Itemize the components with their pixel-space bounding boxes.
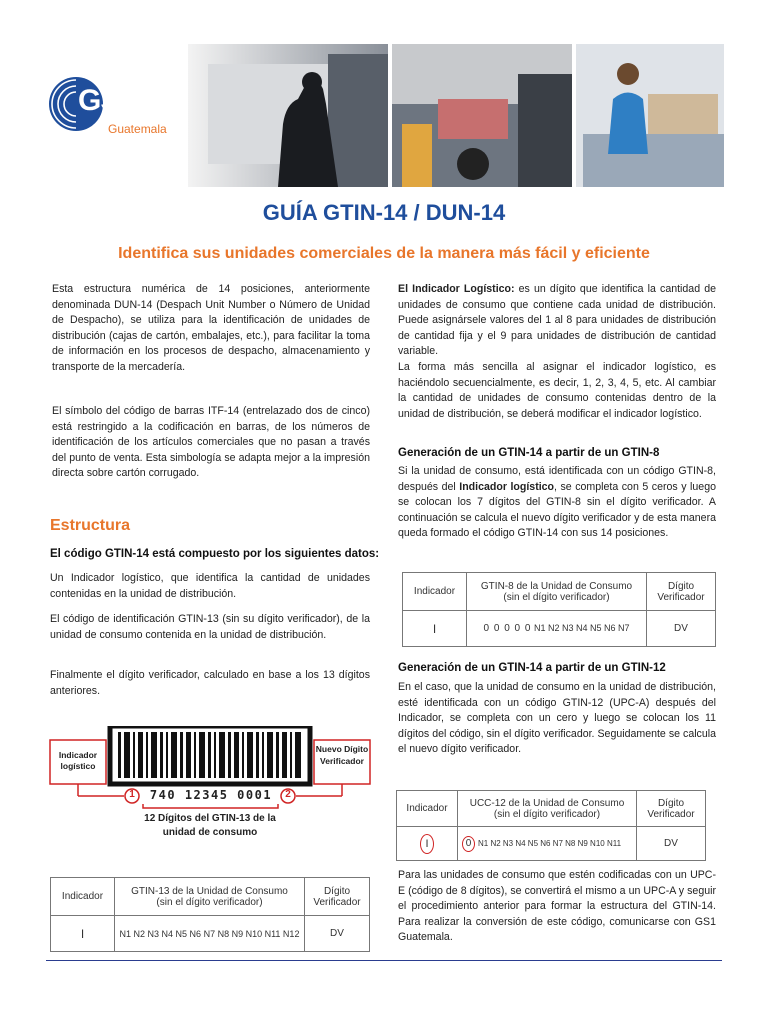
label-nuevo-digito: Nuevo Dígito Verificador [315,744,369,766]
barcode-diagram [48,726,372,850]
th8-gtin8: GTIN-8 de la Unidad de Consumo (sin el dígito verificador) [467,573,647,611]
left-col-intro [52,282,370,376]
indicator-bold: El Indicador Logístico: [398,283,515,295]
intro-paragraph: Esta estructura numérica de 14 posiciones, anteriormente denominada DUN-14 (Despach Unit Number o Número de Unidad de Despacho), se utiliza para la identificación de unidades de distribución (cajas de cartón, embalajes, etc.), para facilitar la toma de información en los procesos de despacho, almacenamiento y transporte de la mercadería. [52,283,370,373]
td12-dv: DV [637,827,706,861]
th8-digito: Dígito Verificador [647,573,716,611]
left-col-itf [52,404,370,482]
sequence-paragraph: La forma más sencilla al asignar el indicador logístico, es haciéndolo secuencialmente, es decir, 1, 2, 3, 4, 5, etc. Al cambiar la cantidad de unidades de consumo contenidas dentro de la unidad de distribución, se deberá modificar el indicador logístico. [398,361,716,420]
gtin12-paragraph: En el caso, que la unidad de consumo en la unidad de distribución, esté identificada con un código GTIN-12 (UPC-A) después del Indicador, se completa con un cero y luego se colocan los 11 dígitos del código, sin el dígito verificador. Seguidamente se calcula el nuevo dígito verificador. [398,681,716,756]
th12-indicador: Indicador [397,791,458,827]
td8-gtin8: 0 0 0 0 0 N1 N2 N3 N4 N5 N6 N7 [467,611,647,647]
header-photo-strip [188,44,724,187]
th-gtin13: GTIN-13 de la Unidad de Consumo (sin el dígito verificador) [115,878,305,916]
gtin8-table [402,572,716,647]
logo-text: GS1 [78,84,136,117]
barcode-caption: 12 Dígitos del GTIN-13 de la unidad de consumo [144,813,276,838]
barcode-digits: 740 12345 0001 [149,788,273,802]
right-col-gtin8: Si la unidad de consumo, está identificada con un código GTIN-8, después del Indicador logístico, se completa con 5 ceros y luego se colocan los 7 dígitos del GTIN-8 sin el dígito verificador. A continuación se calcula el nuevo dígito verificador y de esta manera queda formado el código GTIN-14 con sus 14 posiciones. [398,465,716,540]
th-digito: Dígito Verificador [305,878,370,916]
estructura-heading: Estructura [50,517,131,534]
marker-1: 1 [129,789,135,800]
td-dv: DV [305,916,370,952]
indicator-text: es un dígito que identifica la cantidad de unidades de consumo que contiene cada unidad de distribución. Puede asignársele valores del 1 al 8 para unidades de distribución de cantidad fija y el 9 para unidades de distribución de cantidad variable. [398,283,716,358]
gtin8-heading: Generación de un GTIN-14 a partir de un GTIN-8 [398,447,660,459]
gtin8-bold: Indicador logístico [459,480,555,493]
right-col-indicator [398,282,716,360]
td-gtin13: N1 N2 N3 N4 N5 N6 N7 N8 N9 N10 N11 N12 [115,916,305,952]
gtin12-heading: Generación de un GTIN-14 a partir de un GTIN-12 [398,662,666,674]
page-title: GUÍA GTIN-14 / DUN-14 [262,200,506,225]
indicator-paragraph: Un Indicador logístico, que identifica la cantidad de unidades contenidas en la unidad de distribución. [50,572,370,600]
th12-ucc12: UCC-12 de la Unidad de Consumo (sin el dígito verificador) [458,791,637,827]
gtin13-paragraph: El código de identificación GTIN-13 (sin su dígito verificador), de la unidad de consumo contenida en la unidad de distribución. [50,613,370,641]
check-digit-paragraph: Finalmente el dígito verificador, calculado en base a los 13 dígitos anteriores. [50,669,370,697]
right-col-sequence [398,360,716,422]
td12-indicador: I [397,827,458,861]
page-subtitle: Identifica sus unidades comerciales de la manera más fácil y eficiente [118,245,650,262]
gs1-logo [48,70,178,150]
left-col-p4 [50,612,370,643]
td8-dv: DV [647,611,716,647]
th-indicador: Indicador [51,878,115,916]
footer-divider [46,960,722,961]
td8-indicador: I [403,611,467,647]
th8-indicador: Indicador [403,573,467,611]
td12-ucc12: 0 N1 N2 N3 N4 N5 N6 N7 N8 N9 N10 N11 [458,827,637,861]
right-col-gtin12 [398,680,716,758]
marker-2: 2 [285,789,291,800]
logo-subtext: Guatemala [108,122,167,136]
itf-paragraph: El símbolo del código de barras ITF-14 (entrelazado dos de cinco) está restringido a la codificación en barras, de los números de identificación de los artículos comerciales que no pasan a través del punto de venta. Esta simbología se adapta mejor a la impresión directa sobre cartón corrugado. [52,405,370,480]
td-indicador: I [51,916,115,952]
ucc12-table [396,790,706,861]
left-col-p3 [50,571,370,602]
right-col-upce [398,868,716,946]
gtin-composition-heading: El código GTIN-14 está compuesto por los siguientes datos: [50,548,380,560]
th12-digito: Dígito Verificador [637,791,706,827]
label-indicador-logistico: Indicador logístico [58,750,98,771]
gtin13-table [50,877,370,952]
left-col-p5 [50,668,370,699]
upce-paragraph: Para las unidades de consumo que estén codificadas con un UPC-E (código de 8 dígitos), se convertirá el mismo a un UPC-A y seguir el procedimiento anterior para formar la estructura del GTIN-14. Para realizar la conversión de este código, comunicarse con GS1 Guatemala. [398,869,716,944]
